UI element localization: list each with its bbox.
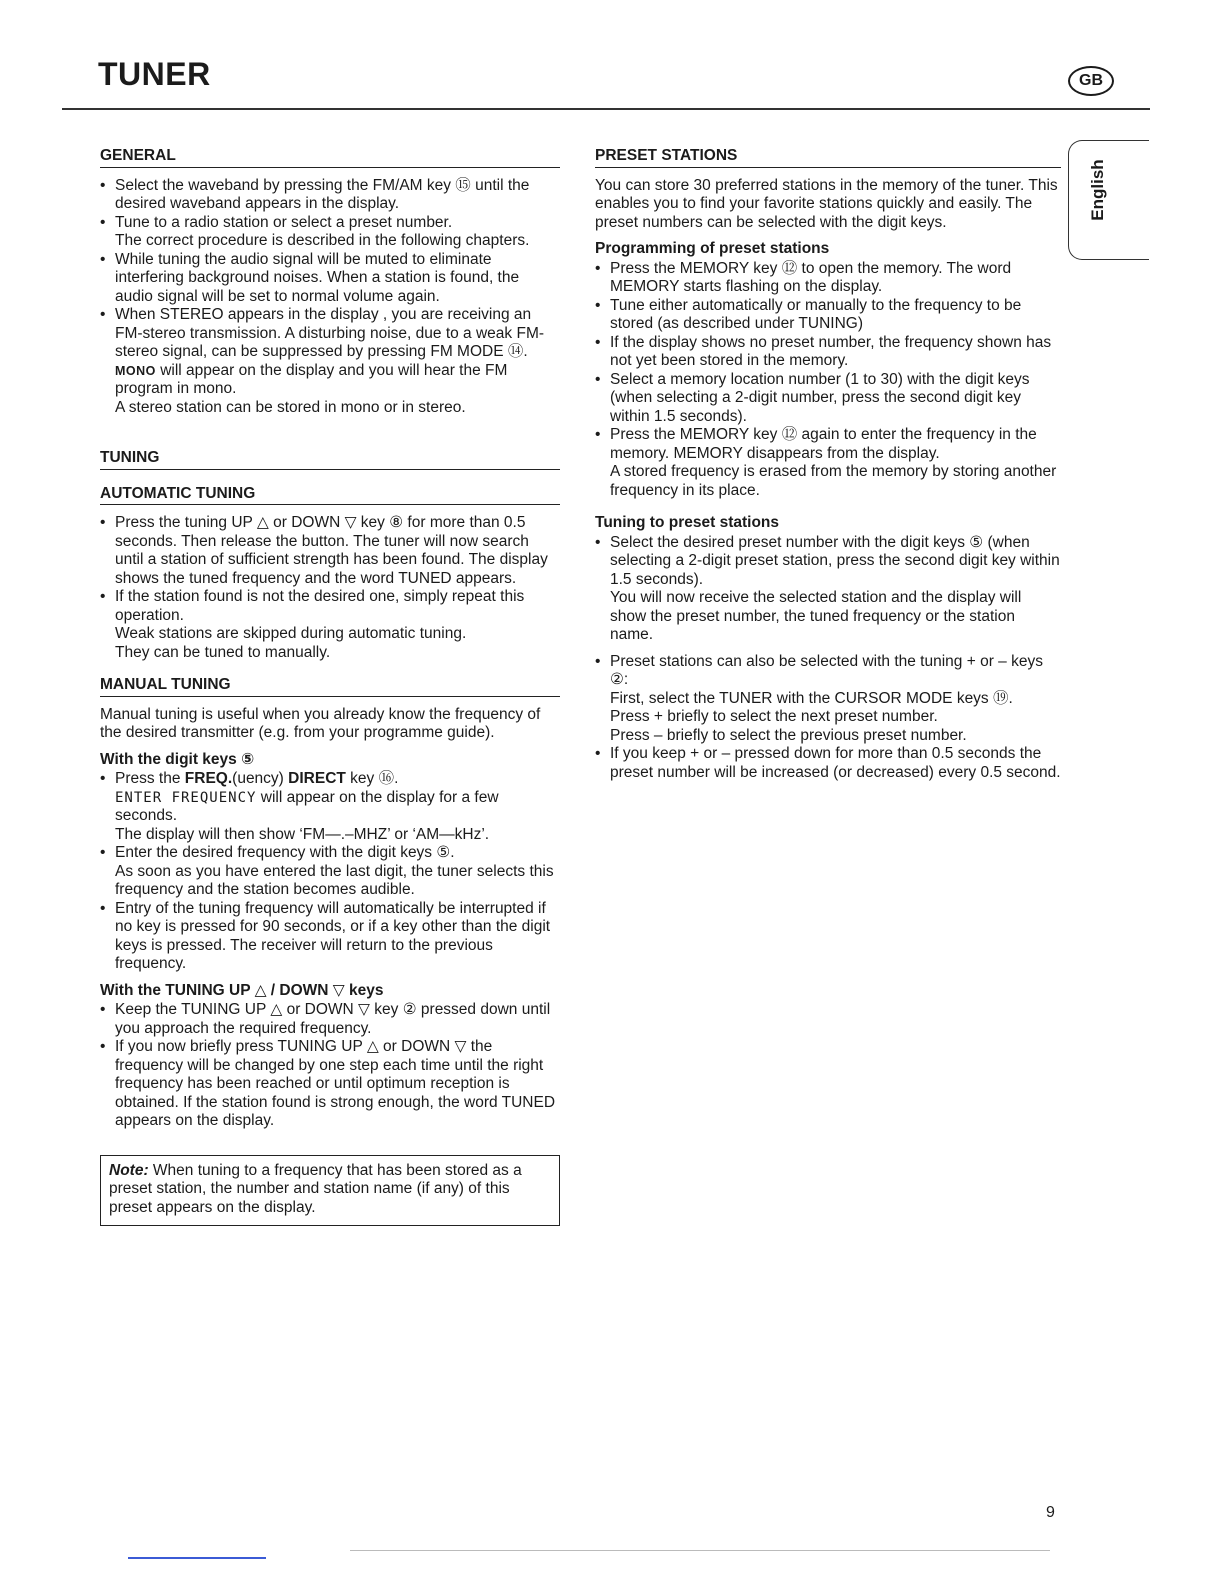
list-item: • Preset stations can also be selected with the tuning + or – keys ②: First, select the TUNER with the CURSOR MODE keys ⑲. Press + briefly to select the next preset number. Press – briefly to select the previous preset number. (595, 653, 1061, 746)
preset-stations-heading: PRESET STATIONS (595, 147, 1061, 168)
list-item: • If the display shows no preset number, the frequency shown has not yet been stored in the memory. (595, 334, 1061, 371)
header-divider (62, 108, 1150, 110)
list-item: • If you now briefly press TUNING UP △ or DOWN ▽ the frequency will be changed by one step each time until the right frequency has been reached or until optimum reception is obtained. If the station found is strong enough, the word TUNED appears on the display. (100, 1038, 560, 1131)
list-item: • Press the MEMORY key ⑫ again to enter the frequency in the memory. MEMORY disappears from the display. A stored frequency is erased from the memory by storing another frequency in its place. (595, 426, 1061, 500)
preset-intro: You can store 30 preferred stations in the memory of the tuner. This enables you to find your favorite stations quickly and easily. The preset numbers can be selected with the digit keys. (595, 176, 1058, 231)
footer-link-rule (128, 1557, 266, 1559)
list-item: • Press the MEMORY key ⑫ to open the memory. The word MEMORY starts flashing on the display. (595, 260, 1061, 297)
list-item: • While tuning the audio signal will be muted to eliminate interfering background noises. When a station is found, the audio signal will be set to normal volume again. (100, 251, 560, 307)
general-list (100, 177, 560, 418)
mono-indicator: MONO (115, 363, 156, 378)
list-item: • Entry of the tuning frequency will automatically be interrupted if no key is pressed for 90 seconds, or if a key other than the digit keys is pressed. The receiver will return to the previous frequency. (100, 900, 560, 974)
automatic-tuning-heading: AUTOMATIC TUNING (100, 485, 560, 506)
list-item: • Select the waveband by pressing the FM/AM key ⑮ until the desired waveband appears in the display. (100, 177, 560, 214)
list-item: • Select the desired preset number with the digit keys ⑤ (when selecting a 2-digit preset station, press the second digit key within 1.5 seconds). You will now receive the selected station and the display will show the preset number, the tuned frequency or the station name. (595, 534, 1061, 645)
page-number: 9 (1046, 1504, 1055, 1521)
list-item: • When STEREO appears in the display , you are receiving an FM-stereo transmission. A disturbing noise, due to a weak FM-stereo signal, can be suppressed by pressing FM MODE ⑭. MONO will appear on the display and you will hear the FM program in mono. A stereo station can be stored in mono or in stereo. (100, 306, 560, 417)
programming-list (595, 260, 1061, 501)
list-item: • Tune to a radio station or select a preset number. The correct procedure is described in the following chapters. (100, 214, 560, 251)
updown-keys-list (100, 1001, 560, 1131)
general-heading: GENERAL (100, 147, 560, 168)
programming-heading: Programming of preset stations (595, 240, 830, 257)
list-item: • Press the tuning UP △ or DOWN ▽ key ⑧ for more than 0.5 seconds. Then release the button. The tuner will now search until a station of sufficient strength has been found. The display shows the tuned frequency and the word TUNED appears. (100, 514, 560, 588)
list-item: • Tune either automatically or manually to the frequency to be stored (as described under TUNING) (595, 297, 1061, 334)
list-item: • Enter the desired frequency with the digit keys ⑤. As soon as you have entered the last digit, the tuner selects this frequency and the station becomes audible. (100, 844, 560, 900)
left-column (100, 147, 560, 1226)
language-tab (1068, 140, 1149, 260)
tuning-heading: TUNING (100, 449, 560, 470)
right-column (595, 147, 1061, 782)
language-tab-label: English (1088, 159, 1107, 221)
note-box (100, 1155, 560, 1227)
manual-tuning-intro: Manual tuning is useful when you already know the frequency of the desired transmitter (e.g. from your programme guide). (100, 705, 541, 741)
tuning-to-preset-heading: Tuning to preset stations (595, 514, 779, 531)
updown-keys-heading: With the TUNING UP △ / DOWN ▽ keys (100, 981, 384, 999)
automatic-tuning-list (100, 514, 560, 662)
digit-keys-list (100, 770, 560, 974)
list-item: • If the station found is not the desired one, simply repeat this operation. Weak stations are skipped during automatic tuning. They can be tuned to manually. (100, 588, 560, 662)
list-item: • If you keep + or – pressed down for more than 0.5 seconds the preset number will be increased (or decreased) every 0.5 second. (595, 745, 1061, 782)
note-label: Note: (109, 1161, 149, 1179)
digit-keys-heading: With the digit keys ⑤ (100, 750, 255, 768)
page-title: TUNER (98, 56, 211, 92)
manual-tuning-heading: MANUAL TUNING (100, 676, 560, 697)
list-item: • Press the FREQ.(uency) DIRECT key ⑯. ENTER FREQUENCY will appear on the display for a few seconds. The display will then show ‘FM—.–MHZ’ or ‘AM—kHz’. (100, 770, 560, 844)
footer-rule (350, 1550, 1050, 1551)
list-item: • Keep the TUNING UP △ or DOWN ▽ key ② pressed down until you approach the required frequency. (100, 1001, 560, 1038)
list-item: • Select a memory location number (1 to 30) with the digit keys (when selecting a 2-digit number, press the second digit key within 1.5 seconds). (595, 371, 1061, 427)
tuning-to-preset-list (595, 534, 1061, 783)
region-badge: GB (1068, 66, 1114, 96)
lcd-display-text: ENTER FREQUENCY (115, 789, 257, 806)
note-text: When tuning to a frequency that has been stored as a preset station, the number and station name (if any) of this preset appears on the display. (109, 1161, 522, 1216)
